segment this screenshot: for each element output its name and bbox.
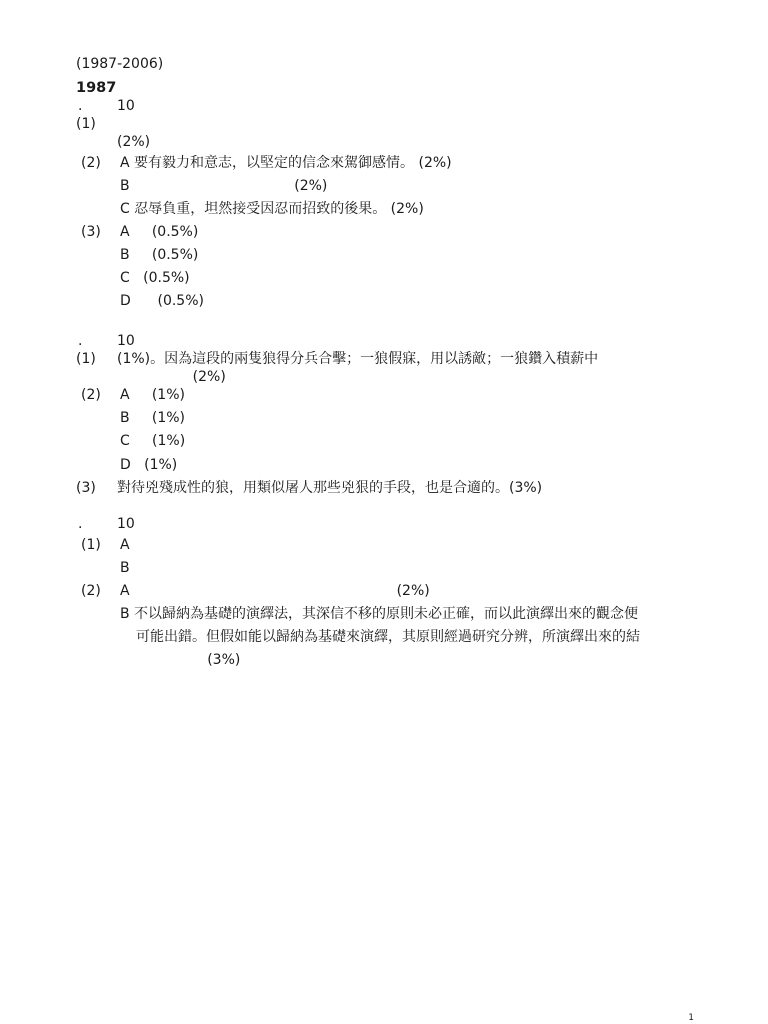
s1-q1-number: (1) bbox=[76, 116, 96, 132]
s1-q1-line-2: (2%) bbox=[117, 134, 151, 150]
section-3-score: 10 bbox=[117, 516, 135, 532]
s3-q1-option-b: B bbox=[120, 560, 130, 576]
section-1-score: 10 bbox=[117, 98, 135, 114]
s2-q1-number: (1) bbox=[76, 351, 96, 367]
s1-q2-option-c: C 忍辱負重，坦然接受因忍而招致的後果。 (2%) bbox=[120, 201, 424, 217]
s1-q3-number: (3) bbox=[81, 224, 101, 240]
s3-q2-option-b: B 不以歸納為基礎的演繹法，其深信不移的原則未必正確，而以此演繹出來的觀念便 bbox=[120, 606, 639, 622]
section-2-label: . bbox=[78, 333, 83, 349]
s2-q1-line-2: (2%) bbox=[117, 369, 226, 385]
s2-q1-line-1: (1%)。因為這段的兩隻狼得分兵合擊；一狼假寐，用以誘敵；一狼鑽入積薪中 bbox=[117, 351, 599, 367]
s1-q2-option-b: B (2%) bbox=[120, 178, 328, 194]
s2-q3-line-1: 對待兇殘成性的狼，用類似屠人那些兇狠的手段，也是合適的。(3%) bbox=[117, 480, 543, 496]
s3-q1-option-a: A bbox=[120, 537, 130, 553]
s2-q2-number: (2) bbox=[81, 387, 101, 403]
section-3-label: . bbox=[78, 516, 83, 532]
s3-q2-option-b-cont-2: (3%) bbox=[136, 652, 241, 668]
s1-q2-option-a: A 要有毅力和意志，以堅定的信念來駕御感情。 (2%) bbox=[120, 155, 452, 171]
s1-q3-option-b: B (0.5%) bbox=[120, 247, 199, 263]
s1-q3-option-c: C (0.5%) bbox=[120, 270, 190, 286]
s2-q2-option-b: B (1%) bbox=[120, 410, 185, 426]
s3-q2-option-b-cont-1: 可能出錯。但假如能以歸納為基礎來演繹，其原則經過研究分辨，所演繹出來的結 bbox=[136, 629, 640, 645]
s2-q3-number: (3) bbox=[76, 480, 96, 496]
section-1-label: . bbox=[78, 98, 83, 114]
s1-q3-option-d: D (0.5%) bbox=[120, 293, 204, 309]
s3-q2-option-a: A (2%) bbox=[120, 583, 430, 599]
section-2-score: 10 bbox=[117, 333, 135, 349]
s1-q2-number: (2) bbox=[81, 155, 101, 171]
s2-q2-option-c: C (1%) bbox=[120, 433, 186, 449]
document-title: (1987-2006) bbox=[76, 56, 164, 72]
page-number: 1 bbox=[688, 1013, 694, 1023]
s2-q2-option-d: D (1%) bbox=[120, 457, 178, 473]
s1-q3-option-a: A (0.5%) bbox=[120, 224, 199, 240]
year-heading: 1987 bbox=[76, 80, 117, 96]
s3-q2-number: (2) bbox=[81, 583, 101, 599]
s2-q2-option-a: A (1%) bbox=[120, 387, 185, 403]
s3-q1-number: (1) bbox=[81, 537, 101, 553]
